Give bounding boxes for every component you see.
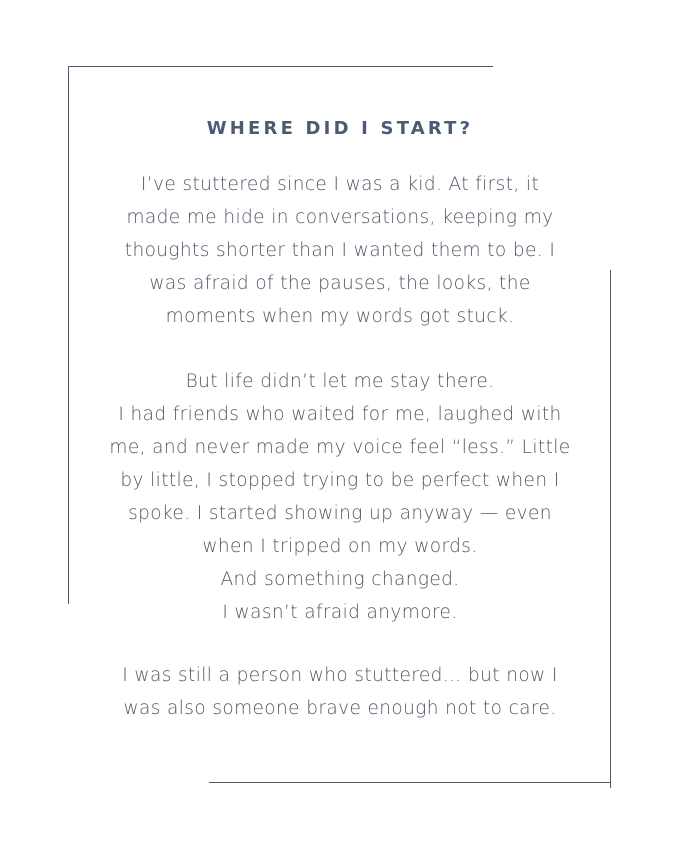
- text-line: I’ve stuttered since I was a kid. At first, it: [140, 174, 540, 195]
- text-line: thoughts shorter than I wanted them to be. I: [124, 240, 556, 261]
- text-line: But life didn’t let me stay there.: [185, 371, 495, 392]
- text-line: made me hide in conversations, keeping my: [126, 207, 554, 228]
- text-line: was also someone brave enough not to care.: [123, 698, 557, 719]
- text-line: And something changed.: [220, 569, 460, 590]
- text-line: I was still a person who stuttered… but now I: [122, 665, 558, 686]
- paragraph-2: [0, 365, 680, 629]
- text-line: I wasn’t afraid anymore.: [222, 602, 458, 623]
- text-line: I had friends who waited for me, laughed with: [118, 404, 562, 425]
- text-line: was afraid of the pauses, the looks, the: [149, 273, 531, 294]
- frame-top-line: [68, 66, 493, 67]
- frame-bottom-line: [209, 782, 611, 783]
- paragraph-1: [0, 168, 680, 333]
- text-line: me, and never made my voice feel “less.” Little: [109, 437, 571, 458]
- text-line: spoke. I started showing up anyway — even: [128, 503, 552, 524]
- text-line: by little, I stopped trying to be perfect when I: [120, 470, 560, 491]
- section-heading: WHERE DID I START?: [206, 118, 474, 139]
- text-line: moments when my words got stuck.: [165, 306, 515, 327]
- text-line: when I tripped on my words.: [202, 536, 478, 557]
- paragraph-3: [0, 659, 680, 725]
